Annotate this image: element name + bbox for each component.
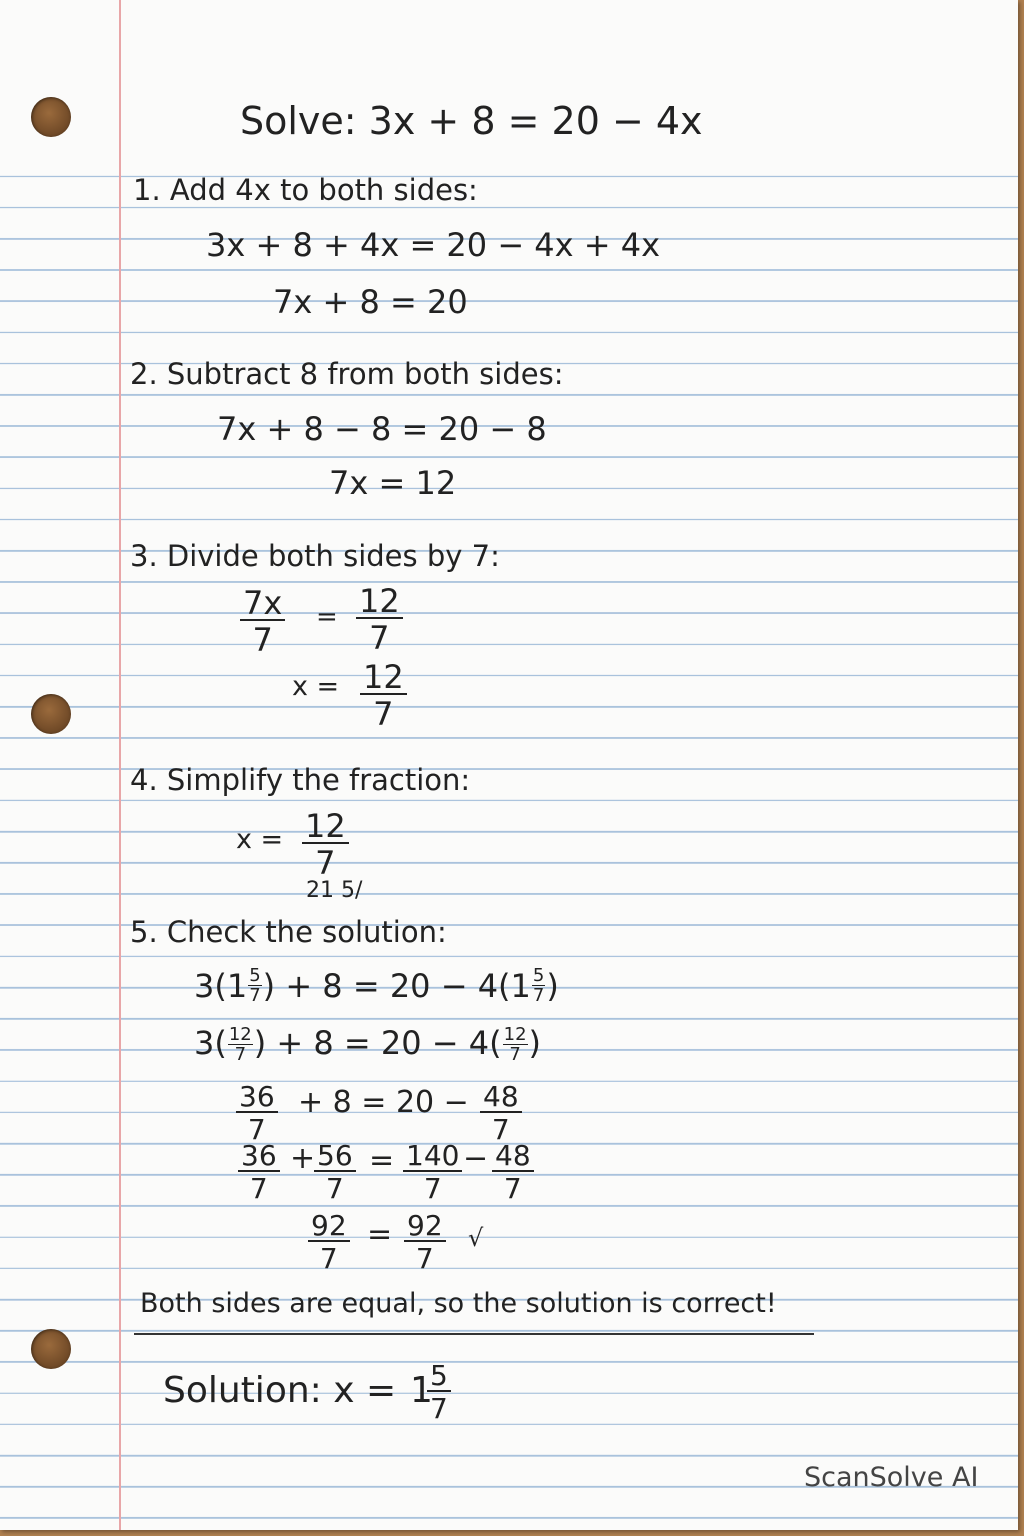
fraction-numerator: 7x [240, 587, 285, 621]
checkmark-icon: √ [468, 1224, 484, 1252]
fraction-denominator: 7 [315, 844, 336, 882]
fraction-numerator: 92 [308, 1212, 350, 1242]
check-4-minus: − [463, 1141, 489, 1176]
fraction-denominator: 7 [509, 1044, 521, 1065]
punch-hole [31, 694, 71, 734]
fraction-denominator: 7 [252, 621, 273, 659]
punch-hole [31, 1329, 71, 1369]
mixed-number [511, 967, 547, 1005]
problem-title: Solve: 3x + 8 = 20 − 4x [240, 99, 703, 143]
fraction-denominator: 7 [491, 1113, 510, 1146]
step-3-rhs-fraction [356, 582, 403, 657]
step-3-x-label: x = [292, 671, 340, 702]
fraction-numerator: 36 [236, 1083, 278, 1113]
fraction-numerator: 140 [403, 1142, 462, 1172]
check-3-fraction-left [236, 1080, 278, 1146]
step-4-fraction [302, 807, 349, 882]
check-4-fraction-3 [403, 1139, 462, 1205]
punch-hole [31, 97, 71, 137]
fraction-numerator: 56 [314, 1142, 356, 1172]
check-text: ) [546, 967, 559, 1005]
check-4-fraction-4 [492, 1139, 534, 1205]
fraction-numerator: 5 [249, 965, 261, 986]
fraction-numerator: 12 [360, 661, 407, 695]
check-3-fraction-right [480, 1080, 522, 1146]
check-3-middle: + 8 = 20 − [298, 1085, 469, 1120]
conclusion-text: Both sides are equal, so the solution is correct! [140, 1288, 777, 1319]
fraction-denominator: 7 [415, 1242, 434, 1275]
small-fraction [503, 1026, 528, 1064]
step-4-note: 21 5/ [306, 878, 363, 903]
fraction-numerator: 92 [404, 1212, 446, 1242]
fraction-denominator: 7 [430, 1392, 448, 1425]
fraction-numerator: 12 [302, 810, 349, 844]
check-text: ) [528, 1024, 542, 1062]
fraction-numerator: 5 [532, 965, 545, 986]
check-5-equals: = [367, 1217, 393, 1252]
check-4-fraction-1 [238, 1139, 280, 1205]
fraction-denominator: 7 [249, 1172, 268, 1205]
fraction-numerator: 5 [427, 1362, 451, 1392]
mixed-number [227, 967, 263, 1005]
small-fraction [248, 967, 261, 1005]
whole-part: 1 [510, 967, 531, 1005]
fraction-denominator: 7 [532, 985, 545, 1006]
check-line-2 [194, 1026, 541, 1064]
fraction-denominator: 7 [423, 1172, 442, 1205]
check-text: 3( [194, 1024, 227, 1062]
fraction-denominator: 7 [373, 695, 394, 733]
step-1-line-2: 7x + 8 = 20 [273, 283, 468, 321]
fraction-numerator: 12 [228, 1024, 252, 1045]
check-text: ) + 8 = 20 − 4( [262, 967, 511, 1005]
check-5-fraction-right [404, 1209, 446, 1275]
check-4-fraction-2 [314, 1139, 356, 1205]
step-2-heading: 2. Subtract 8 from both sides: [130, 357, 564, 391]
fraction-denominator: 7 [503, 1172, 522, 1205]
step-2-line-2: 7x = 12 [329, 464, 457, 502]
margin-line [119, 0, 121, 1530]
step-2-line-1: 7x + 8 − 8 = 20 − 8 [217, 410, 547, 448]
fraction-denominator: 7 [234, 1044, 247, 1065]
step-5-heading: 5. Check the solution: [130, 915, 447, 949]
fraction-denominator: 7 [249, 985, 261, 1006]
solution-fraction [427, 1359, 451, 1425]
step-1-line-1: 3x + 8 + 4x = 20 − 4x + 4x [206, 226, 661, 264]
solution-whole: 1 [410, 1370, 433, 1411]
check-line-1 [194, 967, 559, 1005]
step-4-heading: 4. Simplify the fraction: [130, 763, 471, 797]
step-3-lhs-fraction [240, 584, 285, 659]
small-fraction [228, 1026, 253, 1064]
step-3-x-fraction [360, 658, 407, 733]
step-1-heading: 1. Add 4x to both sides: [133, 173, 478, 207]
fraction-denominator: 7 [369, 619, 390, 657]
fraction-numerator: 36 [238, 1142, 280, 1172]
check-text: 3( [194, 967, 227, 1005]
conclusion-underline [134, 1333, 814, 1335]
small-fraction [532, 967, 545, 1005]
fraction-numerator: 12 [503, 1024, 527, 1045]
check-5-fraction-left [308, 1209, 350, 1275]
check-4-equals: = [369, 1143, 395, 1178]
whole-part: 1 [226, 967, 248, 1005]
step-3-heading: 3. Divide both sides by 7: [130, 539, 500, 573]
fraction-denominator: 7 [319, 1242, 338, 1275]
check-text: ) + 8 = 20 − 4( [253, 1024, 502, 1062]
check-4-plus: + [290, 1141, 316, 1176]
step-4-x-label: x = [236, 824, 284, 855]
fraction-numerator: 48 [480, 1083, 522, 1113]
fraction-numerator: 48 [492, 1142, 534, 1172]
fraction-numerator: 12 [356, 585, 403, 619]
step-3-equals: = [316, 602, 338, 632]
solution-label: Solution: x = [163, 1370, 397, 1411]
fraction-denominator: 7 [325, 1172, 344, 1205]
watermark: ScanSolve AI [804, 1462, 979, 1493]
fraction-denominator: 7 [247, 1113, 266, 1146]
